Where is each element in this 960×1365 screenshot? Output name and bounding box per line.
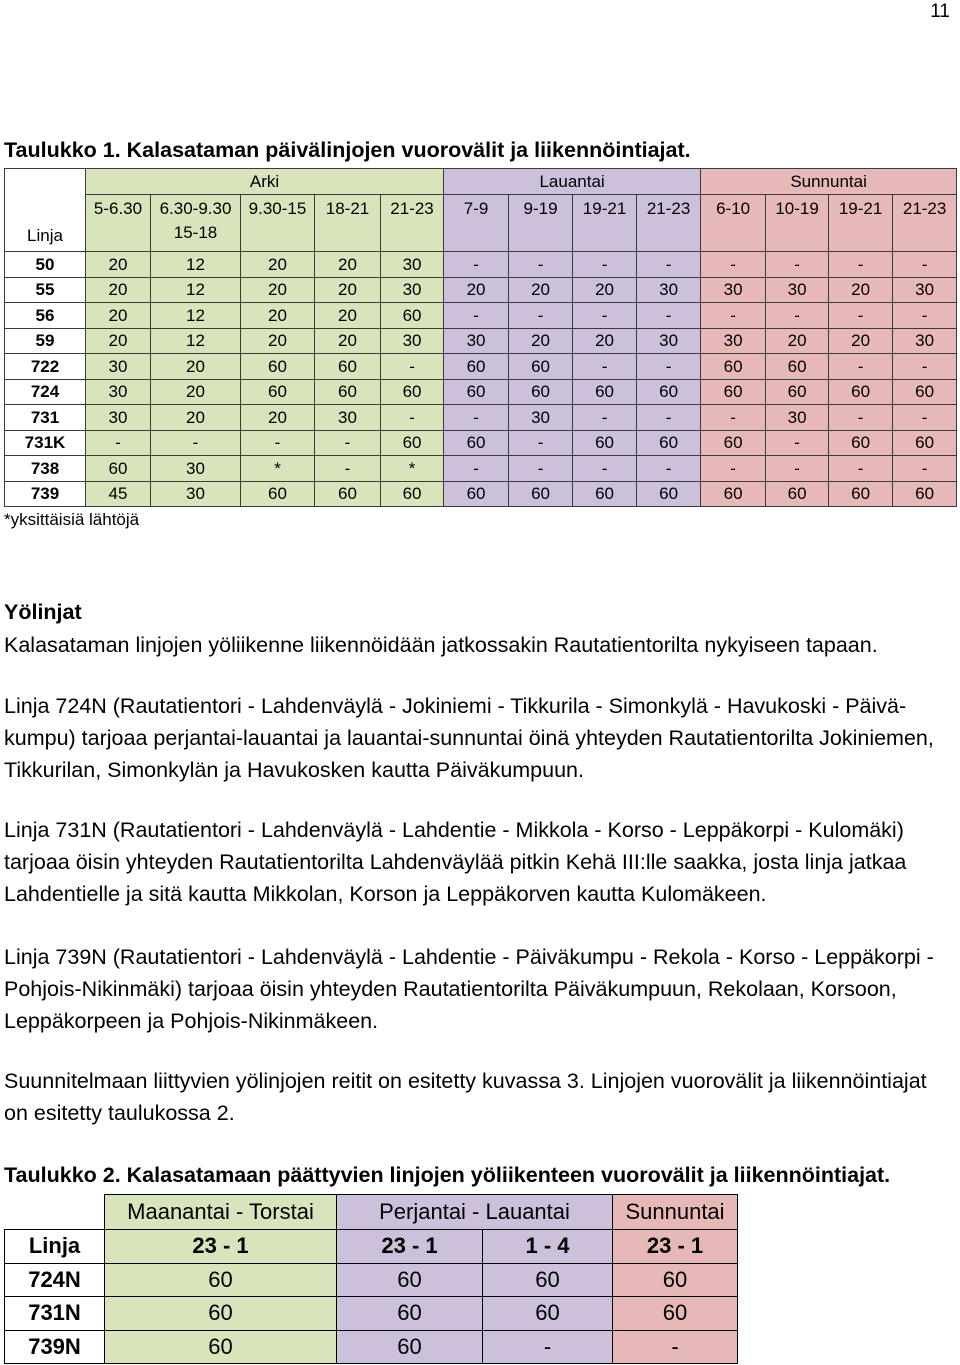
- table-body: [5, 252, 957, 507]
- interval-cell: 30: [701, 328, 766, 354]
- period-header: [86, 195, 151, 252]
- interval-cell: -: [444, 252, 509, 278]
- interval-cell: 30: [766, 405, 829, 431]
- interval-cell: *: [381, 456, 444, 482]
- period-header: [893, 195, 957, 252]
- interval-cell: 20: [509, 328, 573, 354]
- period-label-line2: 15-18: [173, 223, 218, 242]
- interval-cell: 20: [444, 277, 509, 303]
- interval-cell: 60: [337, 1263, 483, 1297]
- interval-cell: 30: [444, 328, 509, 354]
- paragraph-739n: [4, 941, 934, 1037]
- interval-cell: -: [573, 354, 637, 380]
- line-number: 722: [5, 354, 86, 380]
- period-header-row: [5, 195, 957, 252]
- interval-cell: -: [573, 405, 637, 431]
- interval-cell: 20: [241, 303, 315, 329]
- interval-cell: -: [893, 252, 957, 278]
- interval-cell: -: [829, 303, 893, 329]
- line-number: 731K: [5, 430, 86, 456]
- line-number: 731N: [5, 1297, 105, 1331]
- interval-cell: 60: [315, 379, 381, 405]
- paragraph-line: on esitetty taulukossa 2.: [4, 1101, 235, 1125]
- interval-cell: 30: [381, 277, 444, 303]
- group-header-sunnuntai: Sunnuntai: [701, 169, 957, 195]
- interval-cell: -: [829, 354, 893, 380]
- interval-cell: 60: [893, 430, 957, 456]
- table2-caption: Taulukko 2. Kalasatamaan päättyvien linjojen yöliikenteen vuorovälit ja liikennöintiajat.: [4, 1163, 891, 1187]
- interval-cell: -: [573, 456, 637, 482]
- interval-cell: 60: [483, 1263, 613, 1297]
- interval-cell: 60: [573, 430, 637, 456]
- interval-cell: -: [637, 405, 701, 431]
- interval-cell: -: [241, 430, 315, 456]
- line-number: 739N: [5, 1330, 105, 1364]
- line-number: 739: [5, 481, 86, 507]
- interval-cell: 20: [573, 328, 637, 354]
- interval-cell: 30: [381, 252, 444, 278]
- table-row: [5, 252, 957, 278]
- interval-cell: -: [315, 430, 381, 456]
- period-header: [241, 195, 315, 252]
- interval-cell: 60: [701, 481, 766, 507]
- interval-cell: 60: [509, 481, 573, 507]
- period-label: 21-23: [646, 199, 691, 218]
- interval-cell: 30: [315, 405, 381, 431]
- interval-cell: 60: [509, 379, 573, 405]
- interval-cell: 30: [381, 328, 444, 354]
- period-header: [509, 195, 573, 252]
- paragraph-line: Pohjois-Nikinmäki) tarjoaa öisin yhteyden Rautatientorilta Päiväkumpuun, Rekolaan, Korsoon,: [4, 977, 897, 1001]
- interval-cell: -: [573, 252, 637, 278]
- table-row: [5, 1330, 738, 1364]
- interval-cell: -: [509, 252, 573, 278]
- period-header: [151, 195, 241, 252]
- interval-cell: 30: [766, 277, 829, 303]
- interval-cell: -: [509, 430, 573, 456]
- paragraph-731n: [4, 814, 906, 910]
- section-heading: Yölinjat: [4, 600, 82, 624]
- interval-cell: -: [637, 456, 701, 482]
- paragraph-line: Suunnitelmaan liittyvien yölinjojen reitit on esitetty kuvassa 3. Linjojen vuorovälit ja liikennöintiajat: [4, 1069, 927, 1093]
- interval-cell: 60: [573, 379, 637, 405]
- paragraph-line: Tikkurilan, Simonkylän ja Havukosken kautta Päiväkumpuun.: [4, 758, 584, 782]
- interval-cell: 20: [151, 405, 241, 431]
- interval-cell: 30: [893, 277, 957, 303]
- interval-cell: -: [509, 303, 573, 329]
- period-label: 19-21: [838, 199, 883, 218]
- interval-cell: 60: [444, 481, 509, 507]
- paragraph-line: Lahdentielle ja sitä kautta Mikkolan, Korson ja Leppäkorven kautta Kulomäkeen.: [4, 882, 767, 906]
- interval-cell: 60: [381, 430, 444, 456]
- interval-cell: 30: [151, 481, 241, 507]
- table-row: [5, 328, 957, 354]
- interval-cell: 20: [241, 252, 315, 278]
- line-number: 738: [5, 456, 86, 482]
- interval-cell: 12: [151, 303, 241, 329]
- day-lines-interval-table: [4, 168, 957, 507]
- line-number: 731: [5, 405, 86, 431]
- table-row: [5, 303, 957, 329]
- linja-column-header: Linja: [5, 169, 86, 252]
- table-row: [5, 1297, 738, 1331]
- period-label: 6-10: [716, 199, 751, 218]
- interval-cell: 60: [637, 379, 701, 405]
- interval-cell: 45: [86, 481, 151, 507]
- interval-cell: 60: [637, 481, 701, 507]
- group-header-arki: Maanantai - Torstai: [105, 1195, 337, 1230]
- paragraph-line: Leppäkorpeen ja Pohjois-Nikinmäkeen.: [4, 1009, 379, 1033]
- interval-cell: 30: [701, 277, 766, 303]
- interval-cell: -: [444, 405, 509, 431]
- interval-cell: -: [701, 252, 766, 278]
- table-row: [5, 379, 957, 405]
- group-header-row: [5, 169, 957, 195]
- table-header: [5, 1195, 738, 1230]
- interval-cell: 60: [315, 481, 381, 507]
- interval-cell: -: [509, 456, 573, 482]
- line-number: 724: [5, 379, 86, 405]
- interval-cell: 30: [509, 405, 573, 431]
- interval-cell: -: [151, 430, 241, 456]
- group-header-arki: Arki: [86, 169, 444, 195]
- interval-cell: 30: [637, 277, 701, 303]
- intro-text: Kalasataman linjojen yöliikenne liikennöidään jatkossakin Rautatientorilta nykyiseen tapaan.: [4, 633, 878, 657]
- interval-cell: 60: [241, 354, 315, 380]
- paragraph-line: Linja 724N (Rautatientori - Lahdenväylä - Jokiniemi - Tikkurila - Simonkylä - Havukoski - Päivä-: [4, 694, 907, 718]
- interval-cell: 20: [86, 303, 151, 329]
- interval-cell: 60: [381, 481, 444, 507]
- interval-cell: 20: [86, 277, 151, 303]
- interval-cell: 60: [701, 379, 766, 405]
- interval-cell: 30: [86, 379, 151, 405]
- interval-cell: 20: [766, 328, 829, 354]
- period-label: 9-19: [523, 199, 558, 218]
- interval-cell: 60: [829, 430, 893, 456]
- page-number: 11: [930, 1, 950, 22]
- period-header: [766, 195, 829, 252]
- line-number: 56: [5, 303, 86, 329]
- interval-cell: 60: [613, 1263, 738, 1297]
- interval-cell: 30: [151, 456, 241, 482]
- empty-corner-cell: [5, 1195, 105, 1230]
- interval-cell: 12: [151, 277, 241, 303]
- paragraph-plan-note: [4, 1065, 927, 1129]
- interval-cell: 60: [337, 1330, 483, 1364]
- group-header-row: [5, 1195, 738, 1230]
- period-label: 9.30-15: [248, 199, 307, 218]
- interval-cell: 12: [151, 252, 241, 278]
- interval-cell: -: [893, 456, 957, 482]
- interval-cell: 60: [444, 379, 509, 405]
- period-header: [637, 195, 701, 252]
- period-label: 7-9: [463, 199, 489, 218]
- interval-cell: 30: [893, 328, 957, 354]
- interval-cell: -: [893, 354, 957, 380]
- interval-cell: 60: [241, 379, 315, 405]
- interval-cell: -: [613, 1330, 738, 1364]
- interval-cell: 60: [241, 481, 315, 507]
- time-range-cell: 23 - 1: [613, 1230, 738, 1264]
- interval-cell: 60: [483, 1297, 613, 1331]
- table-row: [5, 277, 957, 303]
- paragraph-line: Linja 731N (Rautatientori - Lahdenväylä - Lahdentie - Mikkola - Korso - Leppäkorpi - Kulomäki): [4, 818, 904, 842]
- table-row: [5, 481, 957, 507]
- interval-cell: -: [444, 303, 509, 329]
- period-label: 21-23: [390, 199, 434, 218]
- interval-cell: 20: [315, 277, 381, 303]
- interval-cell: 20: [151, 379, 241, 405]
- interval-cell: 60: [509, 354, 573, 380]
- interval-cell: 60: [701, 354, 766, 380]
- table-body: [5, 1230, 738, 1364]
- period-label: 6.30-9.30: [159, 199, 232, 218]
- interval-cell: 60: [337, 1297, 483, 1331]
- interval-cell: 60: [613, 1297, 738, 1331]
- table-header: [5, 169, 957, 252]
- interval-cell: -: [701, 303, 766, 329]
- interval-cell: -: [444, 456, 509, 482]
- period-header: [829, 195, 893, 252]
- interval-cell: 20: [151, 354, 241, 380]
- interval-cell: 12: [151, 328, 241, 354]
- paragraph-line: Linja 739N (Rautatientori - Lahdenväylä - Lahdentie - Päiväkumpu - Rekola - Korso - Leppäkorpi -: [4, 945, 934, 969]
- table-row: [5, 1263, 738, 1297]
- interval-cell: 60: [573, 481, 637, 507]
- interval-cell: 20: [829, 277, 893, 303]
- interval-cell: 20: [315, 252, 381, 278]
- table1-caption: Taulukko 1. Kalasataman päivälinjojen vuorovälit ja liikennöintiajat.: [4, 138, 691, 162]
- interval-cell: -: [701, 456, 766, 482]
- interval-cell: -: [483, 1330, 613, 1364]
- period-label: 19-21: [582, 199, 627, 218]
- time-range-cell: 23 - 1: [337, 1230, 483, 1264]
- time-range-cell: 23 - 1: [105, 1230, 337, 1264]
- interval-cell: 60: [766, 354, 829, 380]
- period-label: 5-6.30: [93, 199, 143, 218]
- interval-cell: 60: [829, 481, 893, 507]
- interval-cell: -: [766, 303, 829, 329]
- interval-cell: 60: [637, 430, 701, 456]
- interval-cell: 20: [315, 303, 381, 329]
- interval-cell: 20: [315, 328, 381, 354]
- interval-cell: 20: [241, 405, 315, 431]
- footnote: *yksittäisiä lähtöjä: [4, 510, 140, 529]
- interval-cell: 60: [444, 354, 509, 380]
- interval-cell: 30: [86, 405, 151, 431]
- interval-cell: 60: [86, 456, 151, 482]
- line-number: 59: [5, 328, 86, 354]
- period-label: 18-21: [325, 199, 370, 218]
- interval-cell: 60: [766, 379, 829, 405]
- interval-cell: -: [829, 456, 893, 482]
- interval-cell: 60: [893, 379, 957, 405]
- interval-cell: -: [766, 252, 829, 278]
- period-header: [381, 195, 444, 252]
- period-header: [701, 195, 766, 252]
- table-row: [5, 354, 957, 380]
- paragraph-line: kumpu) tarjoaa perjantai-lauantai ja lauantai-sunnuntai öinä yhteyden Rautatientorilta Jokiniemen,: [4, 726, 934, 750]
- interval-cell: -: [637, 303, 701, 329]
- time-range-cell: 1 - 4: [483, 1230, 613, 1264]
- interval-cell: 30: [637, 328, 701, 354]
- interval-cell: 20: [86, 328, 151, 354]
- interval-cell: 60: [893, 481, 957, 507]
- interval-cell: -: [829, 252, 893, 278]
- interval-cell: 20: [241, 277, 315, 303]
- interval-cell: -: [315, 456, 381, 482]
- interval-cell: 60: [105, 1297, 337, 1331]
- interval-cell: 30: [86, 354, 151, 380]
- interval-cell: -: [573, 303, 637, 329]
- interval-cell: 20: [573, 277, 637, 303]
- group-header-sunnuntai: Sunnuntai: [613, 1195, 738, 1230]
- line-number: 55: [5, 277, 86, 303]
- interval-cell: 20: [241, 328, 315, 354]
- interval-cell: -: [893, 303, 957, 329]
- time-range-row: [5, 1230, 738, 1264]
- table-row: [5, 456, 957, 482]
- linja-column-header: Linja: [5, 1230, 105, 1264]
- interval-cell: -: [766, 456, 829, 482]
- line-number: 724N: [5, 1263, 105, 1297]
- period-header: [315, 195, 381, 252]
- interval-cell: -: [829, 405, 893, 431]
- table-row: [5, 405, 957, 431]
- interval-cell: -: [893, 405, 957, 431]
- interval-cell: 60: [766, 481, 829, 507]
- night-lines-interval-table: [4, 1194, 738, 1364]
- interval-cell: 60: [105, 1263, 337, 1297]
- interval-cell: 60: [444, 430, 509, 456]
- group-header-lauantai: Perjantai - Lauantai: [337, 1195, 613, 1230]
- interval-cell: 60: [701, 430, 766, 456]
- interval-cell: -: [766, 430, 829, 456]
- line-number: 50: [5, 252, 86, 278]
- interval-cell: -: [637, 354, 701, 380]
- interval-cell: 20: [86, 252, 151, 278]
- interval-cell: 60: [105, 1330, 337, 1364]
- interval-cell: -: [637, 252, 701, 278]
- interval-cell: 20: [829, 328, 893, 354]
- group-header-lauantai: Lauantai: [444, 169, 701, 195]
- paragraph-line: tarjoaa öisin yhteyden Rautatientorilta Lahdenväylää pitkin Kehä III:lle saakka, josta linja jatkaa: [4, 850, 907, 874]
- interval-cell: 60: [315, 354, 381, 380]
- period-label: 21-23: [902, 199, 947, 218]
- interval-cell: 60: [381, 379, 444, 405]
- paragraph-724n: [4, 690, 934, 786]
- interval-cell: *: [241, 456, 315, 482]
- interval-cell: 60: [829, 379, 893, 405]
- interval-cell: 20: [509, 277, 573, 303]
- interval-cell: -: [86, 430, 151, 456]
- period-header: [573, 195, 637, 252]
- table-row: [5, 430, 957, 456]
- period-label: 10-19: [775, 199, 819, 218]
- interval-cell: -: [381, 405, 444, 431]
- interval-cell: 60: [381, 303, 444, 329]
- period-header: [444, 195, 509, 252]
- interval-cell: -: [381, 354, 444, 380]
- interval-cell: -: [701, 405, 766, 431]
